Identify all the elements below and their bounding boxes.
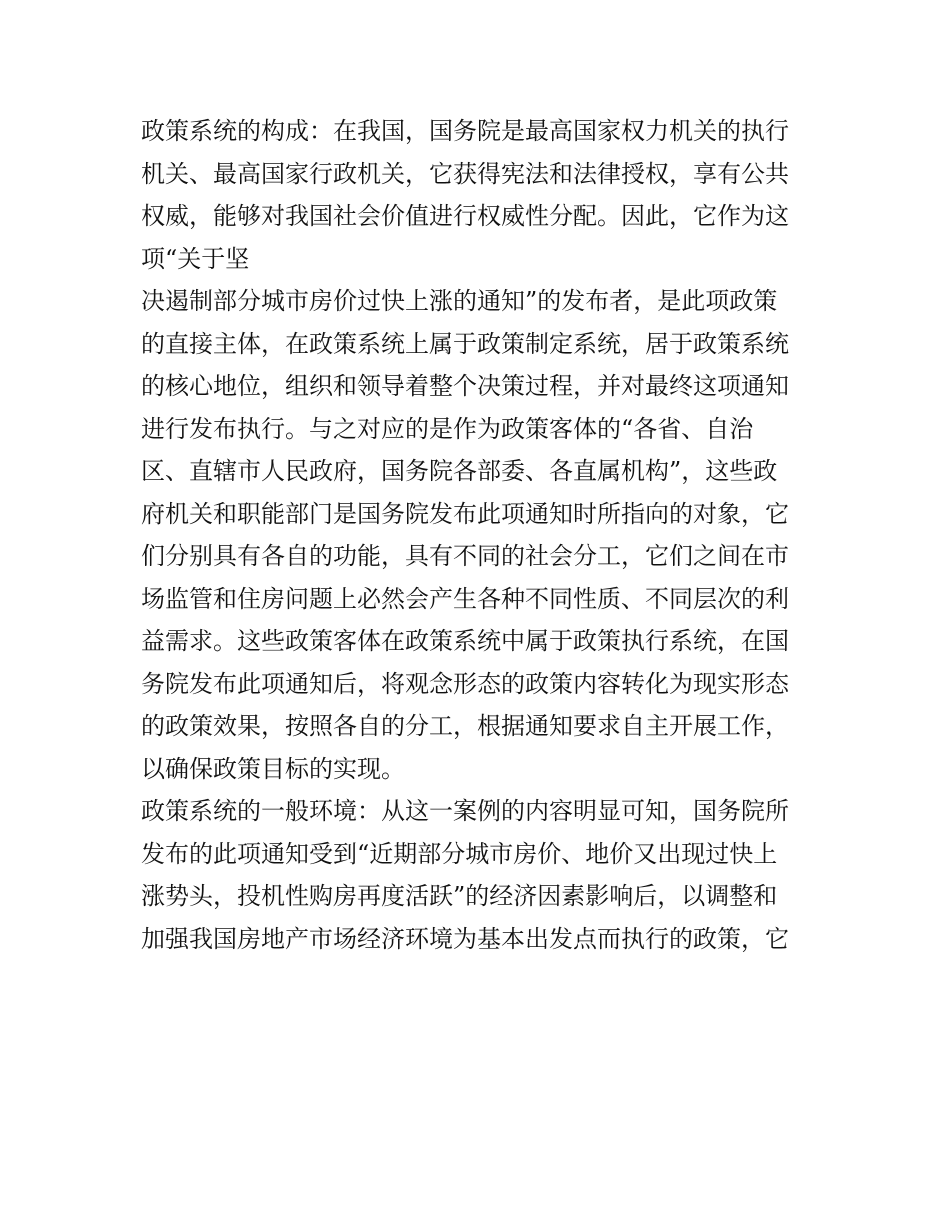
text-line: 府机关和职能部门是国务院发布此项通知时所指向的对象，它: [141, 499, 789, 528]
text-line: 区、直辖市人民政府，国务院各部委、各直属机构”，这些政: [141, 457, 778, 485]
text-line: 益需求。这些政策客体在政策系统中属于政策执行系统，在国: [141, 627, 789, 655]
text-line: 以确保政策目标的实现。: [141, 754, 405, 783]
text-line: 政策系统的一般环境：从这一案例的内容明显可知，国务院所: [141, 797, 789, 825]
text-line: 决遏制部分城市房价过快上涨的通知”的发布者，是此项政策: [141, 287, 778, 315]
text-line: 的直接主体，在政策系统上属于政策制定系统，居于政策系统: [141, 329, 789, 358]
text-line: 发布的此项通知受到“近期部分城市房价、地价又出现过快上: [141, 839, 778, 868]
text-line: 涨势头，投机性购房再度活跃”的经济因素影响后，以调整和: [141, 882, 778, 910]
text-line: 加强我国房地产市场经济环境为基本出发点而执行的政策，它: [141, 924, 789, 953]
text-line: 项“关于坚: [141, 244, 250, 273]
text-line: 们分别具有各自的功能，具有不同的社会分工，它们之间在市: [141, 542, 789, 570]
text-line: 进行发布执行。与之对应的是作为政策客体的“各省、自治: [141, 414, 754, 443]
text-line: 场监管和住房问题上必然会产生各种不同性质、不同层次的利: [141, 584, 789, 613]
text-line: 机关、最高国家行政机关，它获得宪法和法律授权，享有公共: [141, 159, 789, 188]
text-line: 政策系统的构成：在我国，国务院是最高国家权力机关的执行: [141, 117, 789, 145]
text-line: 的政策效果，按照各自的分工，根据通知要求自主开展工作，: [141, 712, 789, 740]
text-line: 权威，能够对我国社会价值进行权威性分配。因此，它作为这: [141, 202, 789, 230]
text-line: 务院发布此项通知后，将观念形态的政策内容转化为现实形态: [141, 669, 789, 698]
text-line: 的核心地位，组织和领导着整个决策过程，并对最终这项通知: [141, 372, 789, 400]
body-text: [141, 110, 821, 960]
